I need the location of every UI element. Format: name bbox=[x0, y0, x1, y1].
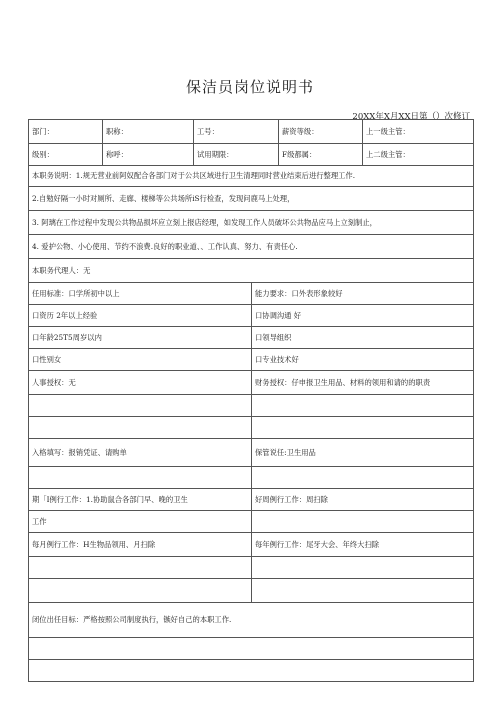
blank-row bbox=[29, 557, 474, 579]
personnel-authority: 人事授权：无 bbox=[29, 371, 252, 395]
duty-row bbox=[29, 187, 474, 211]
authority-row bbox=[29, 371, 474, 395]
subordinates-field: F级都属： bbox=[279, 144, 363, 166]
blank-row bbox=[29, 579, 474, 603]
department-field: 部门： bbox=[29, 120, 103, 144]
responsibility-goal: 闭位出任目标：严格按照公司制度执行，镞好自己的本职工作. bbox=[29, 603, 474, 638]
duty-row bbox=[29, 166, 474, 187]
qualification-left: 口性别女 bbox=[29, 349, 252, 371]
header-row-2 bbox=[29, 144, 474, 166]
qualification-row bbox=[29, 283, 474, 305]
weekly-routine: 好周例行工作：周扫除 bbox=[252, 489, 474, 511]
title-field: 称呼： bbox=[103, 144, 194, 166]
monthly-routine: 每月例行工作：H生物品领用、月扫除 bbox=[29, 533, 252, 557]
blank-row bbox=[29, 467, 474, 489]
duty-row bbox=[29, 211, 474, 235]
routine-row bbox=[29, 511, 474, 533]
page-title: 保洁员岗位说明书 bbox=[185, 78, 314, 96]
duty-row bbox=[29, 235, 474, 259]
job-number-field: 工号： bbox=[194, 120, 279, 144]
qualification-left: 口资历 2年以上经验 bbox=[29, 305, 252, 327]
blank-row bbox=[29, 417, 474, 439]
probation-field: 试用期限： bbox=[194, 144, 279, 166]
qualification-row bbox=[29, 327, 474, 349]
duty-text: 3. 阿璃在工作过程中发现公共物品损坏应立刻上报店经理，如发现工作人员破坏公共物品应马上立刻制止， bbox=[29, 211, 474, 235]
qualification-row bbox=[29, 349, 474, 371]
qualification-row bbox=[29, 305, 474, 327]
duty-text: 本职务说明：1.规无营业前阿奴配合各部门对于公共区域进行卫生清理同时营业结束后进行整理工作. bbox=[29, 166, 474, 187]
duty-text: 本职务代理人：无 bbox=[29, 259, 474, 283]
superior-field: 上一级主管： bbox=[363, 120, 474, 144]
qualification-right: 口领导组织 bbox=[252, 327, 474, 349]
qualification-right: 口专业技术好 bbox=[252, 349, 474, 371]
duty-text: 4. 爱护公物、小心使用、节约不浪费.良好的职业道、、工作认真、努力、有责任心. bbox=[29, 235, 474, 259]
blank-row bbox=[29, 395, 474, 417]
routine-row bbox=[29, 533, 474, 557]
forms-row bbox=[29, 439, 474, 467]
second-superior-field: 上二级主管： bbox=[363, 144, 474, 166]
salary-grade-field: 薪资等级： bbox=[279, 120, 363, 144]
blank-row bbox=[29, 660, 474, 682]
yearly-routine: 每年例行工作：尾牙大会、年终大扫除 bbox=[252, 533, 474, 557]
finance-authority: 财务授权：仔申报卫生用品、材料的领用和请的的职责 bbox=[252, 371, 474, 395]
qualification-left: 口年龄25T5周岁以内 bbox=[29, 327, 252, 349]
revision-note: 20XX年X月XX日第（）次修订 bbox=[352, 112, 470, 122]
items-in-custody: 保管说任:卫生用品 bbox=[252, 439, 474, 467]
qualification-right: 能力要求：口外表形象较好 bbox=[252, 283, 474, 305]
daily-routine-cont: 工作 bbox=[29, 511, 252, 533]
qualification-right: 口协调沟通 好 bbox=[252, 305, 474, 327]
level-field: 级别： bbox=[29, 144, 103, 166]
job-description-table bbox=[28, 119, 474, 682]
routine-row bbox=[29, 489, 474, 511]
qualification-left: 任用标准：口学所初中以上 bbox=[29, 283, 252, 305]
position-field: 职称： bbox=[103, 120, 194, 144]
responsibility-row bbox=[29, 603, 474, 638]
daily-routine: 期「I例行工作：1.协助鼠合各部门早、晚的卫生 bbox=[29, 489, 252, 511]
duty-text: 2.自勉好隔一小时对厕所、走廊、楼梯等公共场所iS行检查，发现问鹿马上处理， bbox=[29, 187, 474, 211]
blank-row bbox=[29, 638, 474, 660]
forms-to-fill: 入格填写：报销凭证、请购单 bbox=[29, 439, 252, 467]
header-row-1 bbox=[29, 120, 474, 144]
duty-row bbox=[29, 259, 474, 283]
